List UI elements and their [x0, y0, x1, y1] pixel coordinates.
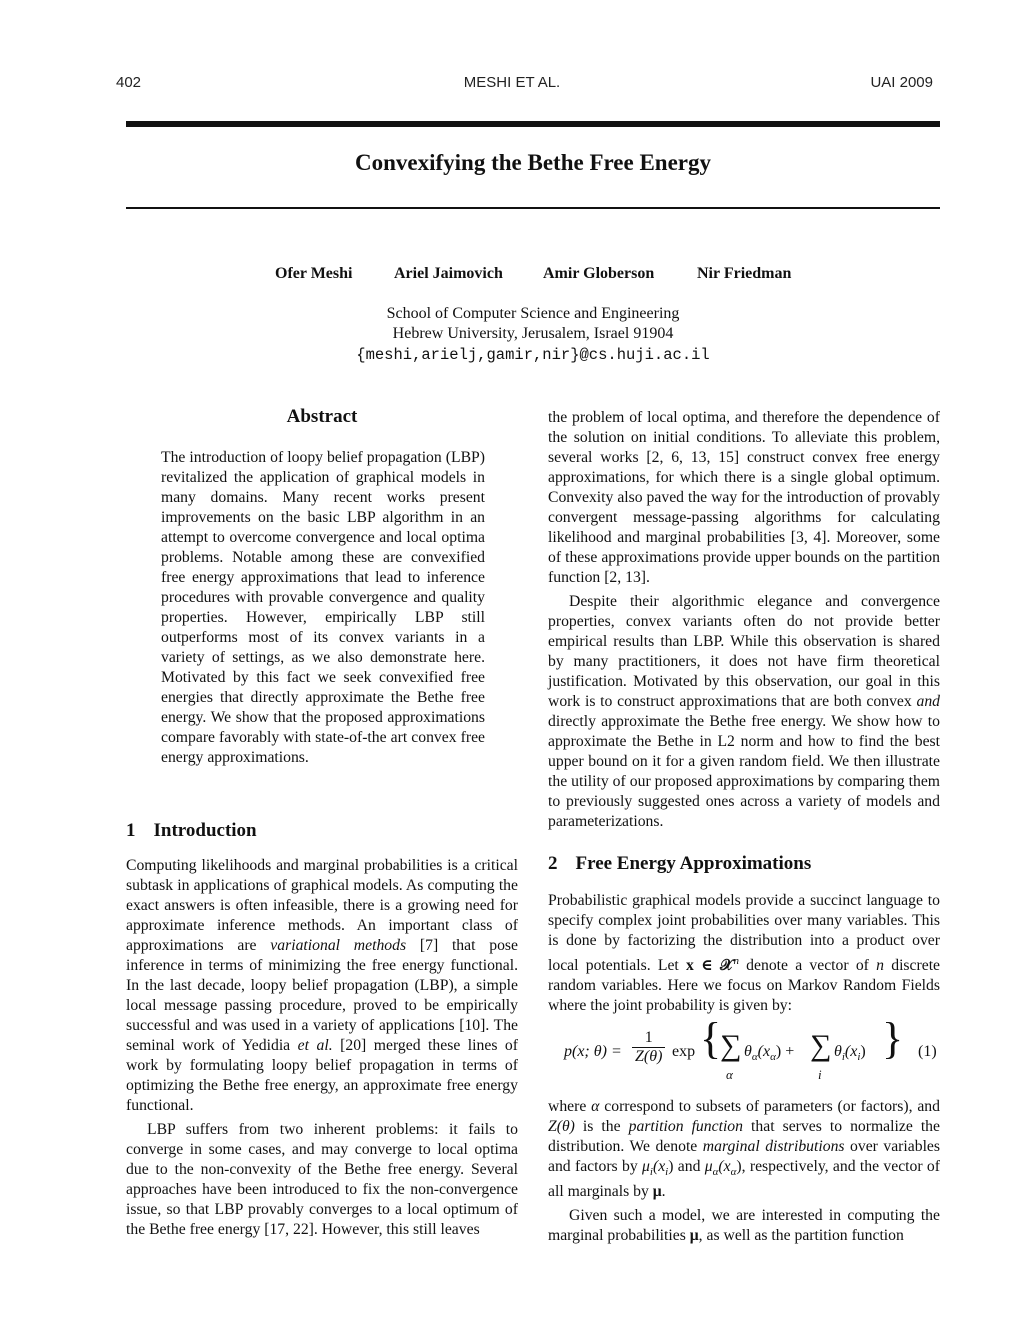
intro-left-column — [126, 856, 518, 1240]
eq-sum-i-index: i — [818, 1067, 822, 1082]
author-1: Ofer Meshi — [275, 265, 353, 282]
eq-right-brace: } — [882, 1014, 904, 1063]
section-1-number: 1 — [126, 820, 136, 841]
paper-title: Convexifying the Bethe Free Energy — [354, 150, 712, 175]
abstract-text: The introduction of loopy belief propagation (LBP) revitalized the application of graphical models in many domains. Many recent works present improvements on the basic LBP algorithm in an attempt to overcome convergence and local optima problems. Notable among these are convexified free energy approximations that lead to inference procedures with provable convergence and quality properties. However, empirically LBP still outperforms most of its convex variants in a variety of settings, as we also demonstrate here. Motivated by this fact we seek convexified free energies that directly approximate the Bethe free energy. We show that the proposed approximations compare favorably with state-of-the art convex free energy approximations. — [161, 449, 485, 766]
intro-paragraph-1: Computing likelihoods and marginal probabilities is a critical subtask in applications of graphical models. As computing the exact answers is often infeasible, there is a growing need for approximate inference methods. An important class of approximations are variational methods [7] that pose inference in terms of minimizing the free energy functional. In the last decade, loopy belief propagation (LBP), a simple local message passing procedure, proved to be empirically successful and was used in a variety of applications [10]. The seminal work of Yedidia et al. [20] merged these lines of work by formulating loopy belief propagation in terms of optimizing the Bethe free energy, an approximate free energy functional. — [126, 857, 519, 1114]
eq-term-2: $\theta_i(x_i)$ — [834, 1043, 866, 1064]
abstract-body — [161, 448, 485, 768]
intro-paragraph-3: the problem of local optima, and therefore the dependence of the solution on initial conditions. To alleviate this problem, several works [2, 6, 13, 15] construct convex free energy approximations, for which there is a single global optimum. Convexity also paved the way for the introduction of provably convergent message-passing algorithms for calculating likelihood and marginal probabilities [3, 4]. Moreover, some of these approximations provide upper bounds on the partition function [2, 13]. — [548, 409, 940, 586]
section-2-number: 2 — [548, 853, 558, 874]
affiliation-line-2: Hebrew University, Jerusalem, Israel 91904 — [392, 325, 674, 342]
section-2-paragraph-1: Probabilistic graphical models provide a succinct language to specify complex joint probabilities over many variables. This is done by factorizing the distribution into a product over local potentials. Let x ∈ 𝒳$^n$ denote a vector of n discrete random variables. Here we focus on Markov Random Fields where the joint probability is given by: — [548, 892, 941, 1015]
affiliation-line-1: School of Computer Science and Engineering — [386, 305, 680, 322]
abstract-heading: Abstract — [286, 406, 358, 427]
author-4: Nir Friedman — [697, 265, 792, 282]
equation-1 — [548, 1014, 940, 1087]
eq-term-1: $\theta_\alpha(x_\alpha)$ + — [744, 1043, 795, 1064]
eq-left-brace: { — [700, 1014, 722, 1063]
eq-exp: exp — [672, 1043, 696, 1060]
section-2-title: Free Energy Approximations — [575, 853, 812, 874]
intro-paragraph-2: LBP suffers from two inherent problems: it fails to converge in some cases, and may converge to local optima due to the non-convexity of the Bethe free energy. Several approaches have been introduced to fix the non-convergence issue, so that LBP provably converges to a local optimum of the Bethe free energy [17, 22]. However, this still leaves — [126, 1121, 518, 1238]
section-2-paragraph-3: Given such a model, we are interested in computing the marginal probabilities μ, as well as the partition function — [548, 1207, 940, 1245]
venue: UAI 2009 — [870, 74, 933, 91]
author-2: Ariel Jaimovich — [394, 265, 503, 282]
eq-fraction: $\frac{1}{Z(\theta)}$ — [632, 1029, 665, 1066]
page-number: 402 — [116, 74, 142, 91]
running-title: MESHI ET AL. — [463, 74, 561, 91]
eq-sum-alpha-index: α — [726, 1067, 733, 1082]
section-2-heading — [548, 853, 811, 875]
author-emails: {meshi,arielj,gamir,nir}@cs.huji.ac.il — [356, 346, 710, 364]
section-2-paragraphs — [548, 1097, 940, 1246]
title-rule — [126, 207, 940, 209]
intro-paragraph-4: Despite their algorithmic elegance and convergence properties, convex variants often do not provide better empirical results than LBP. While this observation is shared by many practitioners, it does not have firm theoretical justification. Motivated by this observation, our goal in this work is to construct approximations that are both convex and directly approximate the Bethe free energy. We show how to approximate the Bethe in L2 norm and how to find the best upper bound on it for a given random field. We then illustrate the utility of our proposed approximations by comparing them to previously suggested ones across a variety of models and parameterizations. — [548, 593, 940, 830]
author-3: Amir Globerson — [543, 265, 655, 282]
eq-label: (1) — [918, 1043, 937, 1060]
top-rule — [126, 121, 940, 127]
eq-lhs: p(x; θ) = — [564, 1043, 622, 1060]
eq-sum-i: ∑ — [810, 1029, 832, 1062]
section-2-paragraph-2: where α correspond to subsets of parameters (or factors), and Z(θ) is the partition function that serves to normalize the distribution. We denote marginal distributions over variables and factors by $\mu_i(x_i)$ and $\mu_\alpha(x_\alpha)$, respectively, and the vector of all marginals by μ. — [548, 1098, 940, 1201]
intro-right-column — [548, 408, 940, 832]
section-1-title: Introduction — [153, 820, 257, 841]
eq-sum-alpha: ∑ — [720, 1029, 742, 1062]
section-1-heading — [126, 820, 257, 842]
